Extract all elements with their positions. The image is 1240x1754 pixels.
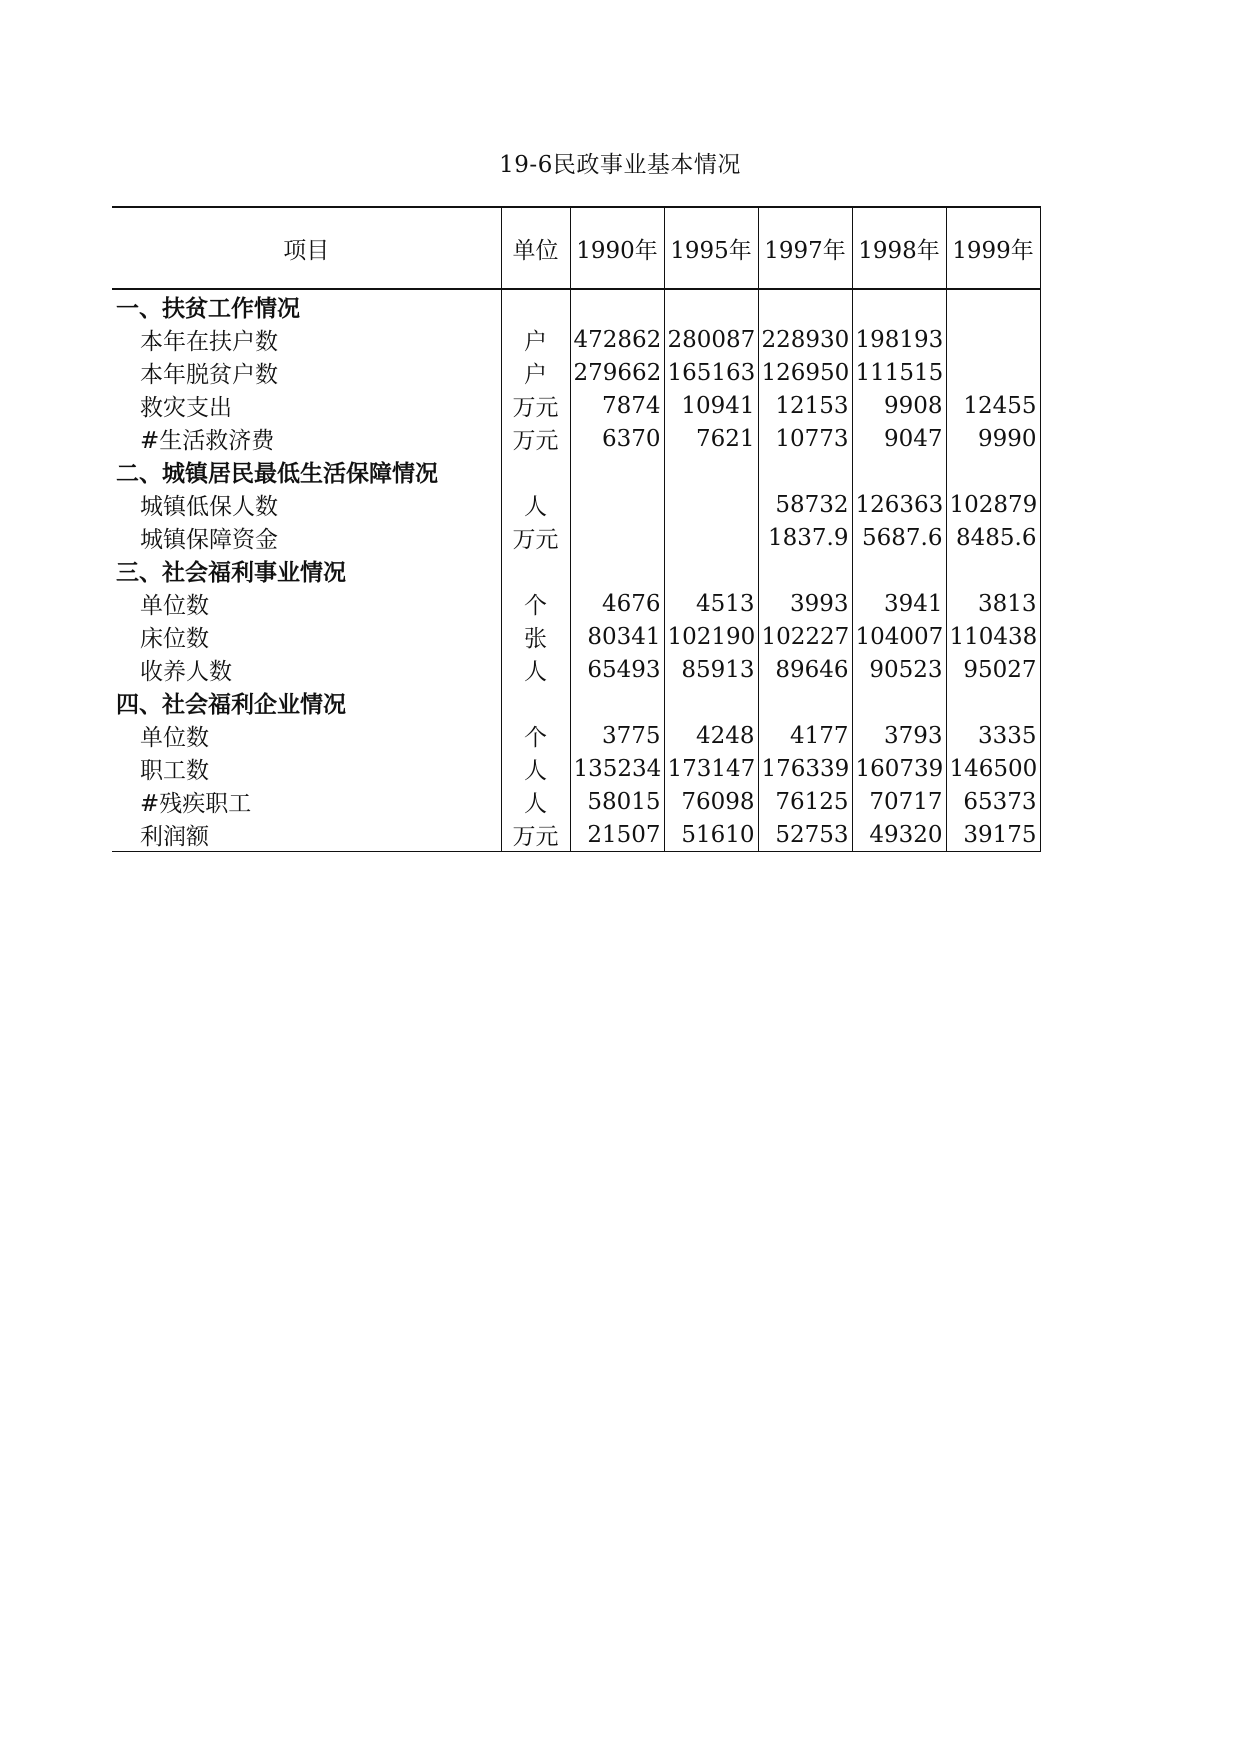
table-row: [112, 653, 1040, 686]
value-1998: [852, 289, 946, 323]
value-1998: 198193: [852, 323, 946, 356]
value-1995: 173147: [664, 752, 758, 785]
value-1990: 7874: [570, 389, 664, 422]
row-unit: 人: [501, 752, 570, 785]
value-1998: 90523: [852, 653, 946, 686]
value-1990: 80341: [570, 620, 664, 653]
row-unit: [501, 289, 570, 323]
section-row: [112, 554, 1040, 587]
value-1999: [946, 356, 1040, 389]
section-heading: 四、社会福利企业情况: [116, 692, 346, 718]
value-1997: 126950: [758, 356, 852, 389]
row-unit: 户: [501, 356, 570, 389]
header-unit: 单位: [501, 207, 570, 289]
row-unit: 人: [501, 488, 570, 521]
value-1997: 176339: [758, 752, 852, 785]
value-1998: 5687.6: [852, 521, 946, 554]
statistics-table: [112, 206, 1041, 852]
header-row: [112, 207, 1040, 289]
value-1999: [946, 289, 1040, 323]
table-row: [112, 818, 1040, 852]
value-1997: 1837.9: [758, 521, 852, 554]
value-1998: 104007: [852, 620, 946, 653]
value-1997: [758, 455, 852, 488]
value-1990: 3775: [570, 719, 664, 752]
row-item-label: 收养人数: [140, 659, 232, 685]
value-1998: 3941: [852, 587, 946, 620]
row-unit: 万元: [501, 422, 570, 455]
value-1997: 3993: [758, 587, 852, 620]
value-1990: [570, 686, 664, 719]
value-1997: [758, 686, 852, 719]
value-1999: 146500: [946, 752, 1040, 785]
table-body: [112, 289, 1040, 852]
value-1990: [570, 554, 664, 587]
value-1999: 3813: [946, 587, 1040, 620]
value-1999: 95027: [946, 653, 1040, 686]
row-item-label: 床位数: [140, 626, 209, 652]
value-1997: 4177: [758, 719, 852, 752]
value-1998: 9047: [852, 422, 946, 455]
value-1999: [946, 554, 1040, 587]
value-1997: 76125: [758, 785, 852, 818]
value-1995: 51610: [664, 818, 758, 852]
value-1995: [664, 455, 758, 488]
value-1999: 3335: [946, 719, 1040, 752]
row-unit: 户: [501, 323, 570, 356]
row-item-label: #生活救济费: [140, 428, 275, 454]
value-1998: 9908: [852, 389, 946, 422]
section-row: [112, 455, 1040, 488]
row-unit: [501, 455, 570, 488]
table-row: [112, 785, 1040, 818]
value-1999: 8485.6: [946, 521, 1040, 554]
row-unit: 人: [501, 653, 570, 686]
value-1995: 165163: [664, 356, 758, 389]
value-1998: 160739: [852, 752, 946, 785]
value-1995: [664, 521, 758, 554]
value-1995: 102190: [664, 620, 758, 653]
table-row: [112, 323, 1040, 356]
table-row: [112, 389, 1040, 422]
row-item-label: 利润额: [112, 818, 501, 852]
value-1990: 4676: [570, 587, 664, 620]
row-unit: 万元: [501, 521, 570, 554]
value-1990: 65493: [570, 653, 664, 686]
header-item: 项目: [112, 207, 501, 289]
value-1998: 111515: [852, 356, 946, 389]
value-1999: 39175: [946, 818, 1040, 852]
value-1997: 89646: [758, 653, 852, 686]
value-1998: 49320: [852, 818, 946, 852]
value-1995: 4513: [664, 587, 758, 620]
value-1997: 10773: [758, 422, 852, 455]
row-item-label: 职工数: [140, 758, 209, 784]
value-1995: 7621: [664, 422, 758, 455]
value-1999: 65373: [946, 785, 1040, 818]
row-item-label: 本年在扶户数: [140, 329, 278, 355]
row-unit: 万元: [501, 389, 570, 422]
value-1995: 4248: [664, 719, 758, 752]
value-1995: [664, 289, 758, 323]
value-1990: 6370: [570, 422, 664, 455]
table-row: [112, 620, 1040, 653]
value-1999: [946, 323, 1040, 356]
value-1999: [946, 686, 1040, 719]
row-item-label: #残疾职工: [140, 791, 252, 817]
value-1998: 3793: [852, 719, 946, 752]
value-1997: 52753: [758, 818, 852, 852]
value-1998: [852, 554, 946, 587]
row-item-label: 单位数: [140, 725, 209, 751]
header-year-1995: 1995年: [664, 207, 758, 289]
row-item-label: 城镇保障资金: [140, 527, 278, 553]
row-unit: [501, 686, 570, 719]
section-heading: 三、社会福利事业情况: [116, 560, 346, 586]
row-item-label: 单位数: [140, 593, 209, 619]
row-unit: 万元: [501, 818, 570, 852]
row-item-label: 救灾支出: [140, 395, 232, 421]
value-1995: 280087: [664, 323, 758, 356]
value-1990: 135234: [570, 752, 664, 785]
value-1998: [852, 455, 946, 488]
table-row: [112, 587, 1040, 620]
value-1990: 58015: [570, 785, 664, 818]
value-1999: 110438: [946, 620, 1040, 653]
section-row: [112, 686, 1040, 719]
value-1997: 58732: [758, 488, 852, 521]
table-row: [112, 356, 1040, 389]
value-1997: 102227: [758, 620, 852, 653]
value-1995: 76098: [664, 785, 758, 818]
value-1999: 9990: [946, 422, 1040, 455]
value-1997: 228930: [758, 323, 852, 356]
table-row: [112, 521, 1040, 554]
value-1990: 21507: [570, 818, 664, 852]
page-title: 19-6民政事业基本情况: [499, 152, 741, 178]
value-1997: [758, 554, 852, 587]
value-1997: 12153: [758, 389, 852, 422]
table-row: [112, 752, 1040, 785]
value-1995: 85913: [664, 653, 758, 686]
row-unit: [501, 554, 570, 587]
value-1990: [570, 488, 664, 521]
header-year-1998: 1998年: [852, 207, 946, 289]
row-unit: 个: [501, 719, 570, 752]
value-1998: 126363: [852, 488, 946, 521]
row-unit: 张: [501, 620, 570, 653]
section-heading: 一、扶贫工作情况: [116, 296, 300, 322]
value-1990: [570, 289, 664, 323]
value-1995: [664, 488, 758, 521]
value-1990: 279662: [570, 356, 664, 389]
section-row: [112, 289, 1040, 323]
value-1990: [570, 521, 664, 554]
value-1998: [852, 686, 946, 719]
value-1998: 70717: [852, 785, 946, 818]
value-1999: [946, 455, 1040, 488]
value-1995: [664, 554, 758, 587]
table-row: [112, 422, 1040, 455]
value-1990: [570, 455, 664, 488]
header-year-1990: 1990年: [570, 207, 664, 289]
value-1999: 102879: [946, 488, 1040, 521]
row-item-label: 本年脱贫户数: [140, 362, 278, 388]
header-year-1997: 1997年: [758, 207, 852, 289]
header-year-1999: 1999年: [946, 207, 1040, 289]
value-1990: 472862: [570, 323, 664, 356]
section-heading: 二、城镇居民最低生活保障情况: [116, 461, 438, 487]
value-1997: [758, 289, 852, 323]
row-item-label: 城镇低保人数: [140, 494, 278, 520]
table-row: [112, 488, 1040, 521]
table-row: [112, 719, 1040, 752]
value-1995: [664, 686, 758, 719]
row-unit: 个: [501, 587, 570, 620]
value-1999: 12455: [946, 389, 1040, 422]
value-1995: 10941: [664, 389, 758, 422]
row-unit: 人: [501, 785, 570, 818]
